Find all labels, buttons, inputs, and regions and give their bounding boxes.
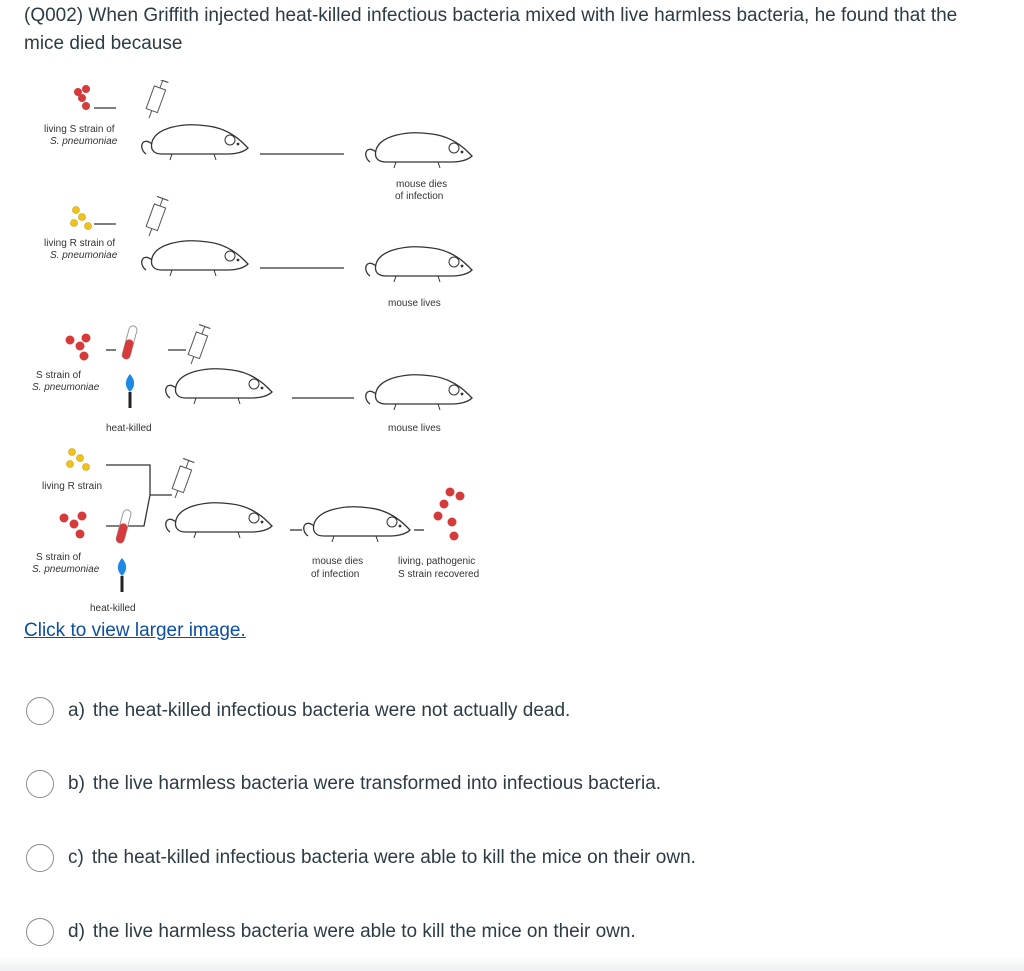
- row4-recovered-s-bacteria: [434, 488, 465, 541]
- row4-recover-line2: S strain recovered: [398, 569, 480, 580]
- row4-s-bacteria: [60, 512, 87, 539]
- row3-result-mouse-icon: [366, 375, 472, 410]
- row3-label-line1: S strain of: [36, 370, 82, 381]
- radio-c[interactable]: [26, 844, 54, 872]
- answer-option-c[interactable]: [26, 844, 696, 872]
- row3-tube-icon: [121, 325, 138, 360]
- row4-recover-line1: living, pathogenic: [398, 556, 476, 567]
- option-a-text: the heat-killed infectious bacteria were not actually dead.: [92, 700, 571, 721]
- bottom-shade: [0, 957, 1024, 971]
- radio-b[interactable]: [26, 770, 54, 798]
- answer-option-b[interactable]: [26, 770, 661, 798]
- radio-d[interactable]: [26, 918, 54, 946]
- radio-a[interactable]: [26, 697, 54, 725]
- row1-label-line2: S. pneumoniae: [50, 136, 118, 147]
- row3-result-line1: mouse lives: [388, 423, 441, 434]
- row3-flame-icon: [126, 374, 134, 408]
- row4-result-line2: of infection: [311, 569, 360, 580]
- row4-heat-label: heat-killed: [90, 603, 136, 614]
- row3-heat-label: heat-killed: [106, 423, 152, 434]
- row4-flame-icon: [118, 558, 126, 592]
- option-d-letter: d): [68, 921, 85, 942]
- row3-label-line2: S. pneumoniae: [32, 382, 100, 393]
- row4-result-line1: mouse dies: [312, 556, 364, 567]
- row1-result-line1: mouse dies: [396, 179, 448, 190]
- row2-label-line1: living R strain of: [44, 238, 116, 249]
- row1-s-bacteria: [74, 85, 90, 110]
- row1-label-line1: living S strain of: [44, 124, 115, 135]
- row3-s-bacteria: [66, 334, 91, 361]
- row4-label-r: living R strain: [42, 481, 103, 492]
- row2-mouse-icon: [142, 241, 248, 276]
- option-c-letter: c): [68, 847, 84, 868]
- row2-label-line2: S. pneumoniae: [50, 250, 118, 261]
- row3-mouse-icon: [166, 369, 272, 404]
- row4-mouse-icon: [166, 503, 272, 538]
- figure-svg: [24, 80, 504, 620]
- griffith-experiment-figure[interactable]: [24, 80, 504, 620]
- answer-option-a[interactable]: [26, 697, 570, 725]
- option-b-text: the live harmless bacteria were transformed into infectious bacteria.: [92, 773, 662, 794]
- row2-result-line1: mouse lives: [388, 298, 441, 309]
- question-text: (Q002) When Griffith injected heat-killed infectious bacteria mixed with live harmless bacteria, he found that the mice died because: [24, 5, 958, 54]
- row1-result-line2: of infection: [395, 191, 444, 202]
- row1-mouse-icon: [142, 125, 248, 160]
- row2-r-bacteria: [71, 207, 92, 230]
- row4-result-mouse-icon: [304, 507, 410, 542]
- option-d-text: the live harmless bacteria were able to kill the mice on their own.: [92, 921, 636, 942]
- row1-result-mouse-icon: [366, 133, 472, 168]
- row1-syringe-icon: [143, 80, 168, 120]
- row4-label-s-line2: S. pneumoniae: [32, 564, 100, 575]
- row4-label-s-line1: S strain of: [36, 552, 82, 563]
- option-a-letter: a): [68, 700, 85, 721]
- answer-option-d[interactable]: [26, 918, 636, 946]
- option-b-letter: b): [68, 773, 85, 794]
- row2-result-mouse-icon: [366, 247, 472, 282]
- row4-syringe-icon: [169, 458, 194, 500]
- row4-bracket: [106, 465, 172, 526]
- row2-syringe-icon: [143, 196, 168, 238]
- row4-r-bacteria: [67, 449, 90, 471]
- view-larger-image-link[interactable]: Click to view larger image.: [24, 620, 246, 641]
- row3-syringe-icon: [185, 324, 210, 366]
- option-c-text: the heat-killed infectious bacteria were able to kill the mice on their own.: [91, 847, 696, 868]
